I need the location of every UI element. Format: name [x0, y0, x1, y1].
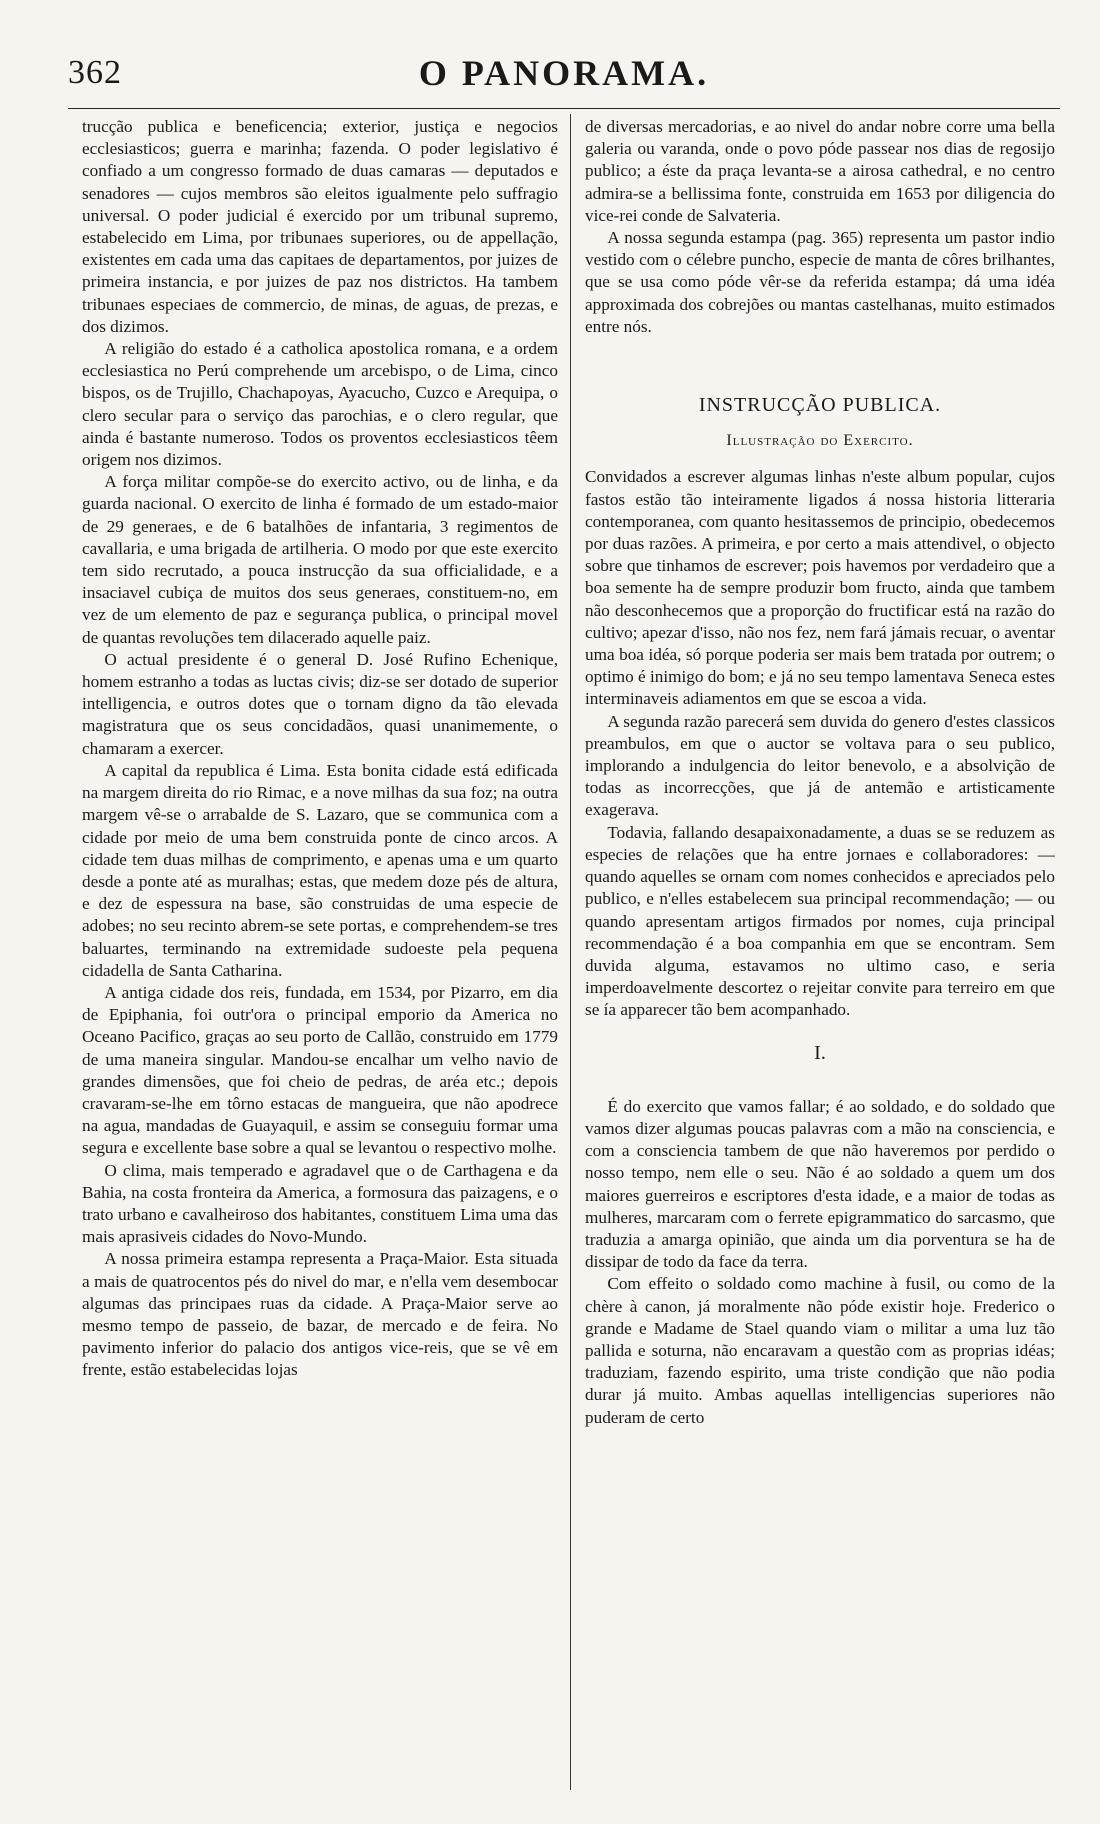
paragraph: O clima, mais temperado e agradavel que o de Carthagena e da Bahia, na costa fronteira da America, a formosura das paizagens, e o trato urbano e cavalheiroso dos habitantes, constituem Lima uma das mais aprasiveis cidades do Novo-Mundo. [82, 1160, 558, 1247]
paragraph: O actual presidente é o general D. José Rufino Echenique, homem estranho a todas as luctas civis; diz-se ser dotado de superior intelligencia, e outros dotes que o tornam digno da tão elevada magistratura que os seus concidadãos, quasi unanimemente, o chamaram a exercer. [82, 649, 558, 758]
paragraph: Com effeito o soldado como machine à fusil, ou como de la chère à canon, já moralmente não póde existir hoje. Frederico o grande e Madame de Stael quando viam o militar a uma luz tão pallida e soturna, não encaravam a questão com as proprias idéas; traduziam, fazendo espirito, uma triste condição que não podia durar já muito. Ambas aquellas intelligencias superiores não puderam de certo [585, 1274, 1055, 1427]
paragraph: A nossa segunda estampa (pag. 365) representa um pastor indio vestido com o célebre puncho, especie de manta de côres brilhantes, que se usa como póde vêr-se da referida estampa; dá uma idéa approximada dos cobrejões ou mantas castelhanas, muito estimados entre nós. [585, 228, 1055, 336]
paragraph: de diversas mercadorias, e ao nivel do andar nobre corre uma bella galeria ou varanda, onde o povo póde passear nos dias de regosijo publico; a éste da praça levanta-se a airosa cathedral, e no centro admira-se a bellissima fonte, construida em 1653 por diligencia do vice-rei conde de Salvateria. [585, 117, 1055, 225]
right-column [585, 116, 1055, 1792]
paragraph: A capital da republica é Lima. Esta bonita cidade está edificada na margem direita do rio Rimac, e a nove milhas da sua foz; na outra margem vê-se o arrabalde de S. Lazaro, que se communica com a cidade por meio de uma bem construida ponte de cinco arcos. A cidade tem duas milhas de comprimento, e apenas uma e um quarto desde a ponte até as muralhas; estas, que medem doze pés de altura, e dez de espessura na base, são construidas de uma especie de adobes; no seu recinto abrem-se sete portas, e comprehendem-se tres baluartes, terminando na extremidade sudoeste pela pequena cidadella de Santa Catharina. [82, 760, 558, 980]
section-title: INSTRUCÇÃO PUBLICA. [698, 394, 942, 417]
masthead-title: O PANORAMA. [418, 53, 710, 93]
left-column [82, 116, 558, 1792]
paragraph: A segunda razão parecerá sem duvida do genero d'estes classicos preambulos, em que o auctor se voltava para o seu publico, implorando a indulgencia do leitor benevolo, e a absolvição de todas as incorrecções, que já de antemão e artisticamente exagerava. [585, 711, 1055, 820]
page-header [68, 46, 1060, 96]
paragraph: Convidados a escrever algumas linhas n'este album popular, cujos fastos estão tão inteiramente ligados á nossa historia litteraria contemporanea, com quanto hesitassemos de principio, obedecemos por duas razões. A primeira, e por certo a mais attendivel, o objecto sobre que tinhamos de escrever; pois havemos por verdadeiro que a boa semente ha de sempre produzir bom fructo, ainda que tambem não desconhecemos que a proporção do fructificar está na razão do cultivo; apezar d'isso, não nos fez, nem fará jámais recuar, o aventar uma boa idéa, só porque poderia ser mais bem tratada por outrem; o optimo é inimigo do bom; e já no seu tempo lamentava Seneca estes interminaveis adiamentos em que se escoa a vida. [585, 467, 1055, 709]
paragraph: A nossa primeira estampa representa a Praça-Maior. Esta situada a mais de quatrocentos pés do nivel do mar, e n'ella vem desembocar algumas das principaes ruas da cidade. A Praça-Maior serve ao mesmo tempo de passeio, de bazar, de mercado e de feira. No pavimento inferior do palacio dos antigos vice-reis, que se vê em frente, estão estabelecidas lojas [82, 1249, 558, 1380]
part-heading: I. [814, 1041, 826, 1064]
paragraph: A religião do estado é a catholica apostolica romana, e a ordem ecclesiastica no Perú comprehende um arcebispo, o de Lima, cinco bispos, os de Trujillo, Chachapoyas, Ayacucho, Cuzco e Arequipa, o clero secular para o serviço das parochias, e o clero regular, que ainda é bastante numeroso. Todos os proventos ecclesiasticos têem origem nos dizimos. [82, 339, 558, 470]
paragraph: A antiga cidade dos reis, fundada, em 1534, por Pizarro, em dia de Epiphania, foi outr'ora o principal emporio da America no Oceano Pacifico, graças ao seu porto de Callão, construido em 1779 de uma maneira singular. Mandou-se encalhar um velho navio de grandes dimensões, que foi cheio de pedras, de aréa etc.; depois cravaram-se-lhe em tôrno estacas de mangueira, que não apodrece na agua, mandadas de Guayaquil, e assim se conseguiu formar uma segura e excellente base sobre a qual se levantou o respectivo molhe. [82, 982, 558, 1158]
section-subtitle: Illustração do Exercito. [726, 432, 914, 450]
column-divider [570, 114, 571, 1790]
header-rule [68, 108, 1060, 109]
paragraph: Todavia, fallando desapaixonadamente, a duas se se reduzem as especies de relações que ha entre jornaes e collaboradores: — quando aquelles se ornam com nomes conhecidos e apreciados pelo publico, e n'elles estabelecem sua principal recommendação; — ou quando apresentam artigos firmados por nomes, cuja principal recommendação é a boa companhia em que se encontram. Sem duvida alguma, estavamos no ultimo caso, e seria imperdoavelmente descortez o rejeitar convite para terreiro em que se ía apparecer tão bem acompanhado. [585, 822, 1055, 1020]
paragraph: trucção publica e beneficencia; exterior, justiça e negocios ecclesiasticos; guerra e marinha; fazenda. O poder legislativo é confiado a um congresso formado de duas camaras — deputados e senadores — cujos membros são eleitos igualmente pelo suffragio universal. O poder judicial é exercido por um tribunal supremo, estabelecido em Lima, por tribunaes superiores, ou de appellação, existentes em cada uma das capitaes de departamentos, por juizes de primeira instancia, e por juizes de paz nos districtos. Ha tambem tribunaes especiaes de commercio, de minas, de aguas, de prezas, e dos dizimos. [82, 117, 558, 336]
paragraph: A força militar compõe-se do exercito activo, ou de linha, e da guarda nacional. O exercito de linha é formado de um estado-maior de 29 generaes, e de 6 batalhões de infantaria, 3 regimentos de cavallaria, e uma brigada de artilheria. O modo por que este exercito tem sido recrutado, a pouca instrucção da sua officialidade, e a insaciavel cubiça de muitos dos seus generaes, constituem-no, em vez de um elemento de paz e segurança publica, o principal movel de quantas revoluções tem dilacerado aquelle paiz. [82, 472, 558, 647]
page-number: 362 [68, 54, 122, 91]
paragraph: É do exercito que vamos fallar; é ao soldado, e do soldado que vamos dizer algumas poucas palavras com a mão na consciencia, e com a consciencia tambem de que não haveremos por perdido o nosso tempo, nem elle o seu. Não é ao soldado a quem um dos maiores guerreiros e escriptores d'esta idade, e a maior de todas as mulheres, marcaram com o ferrete epigrammatico do sarcasmo, que traduzia a amarga opinião, que ainda um dia porventura se ha de dissipar de todo da face da terra. [585, 1096, 1055, 1272]
